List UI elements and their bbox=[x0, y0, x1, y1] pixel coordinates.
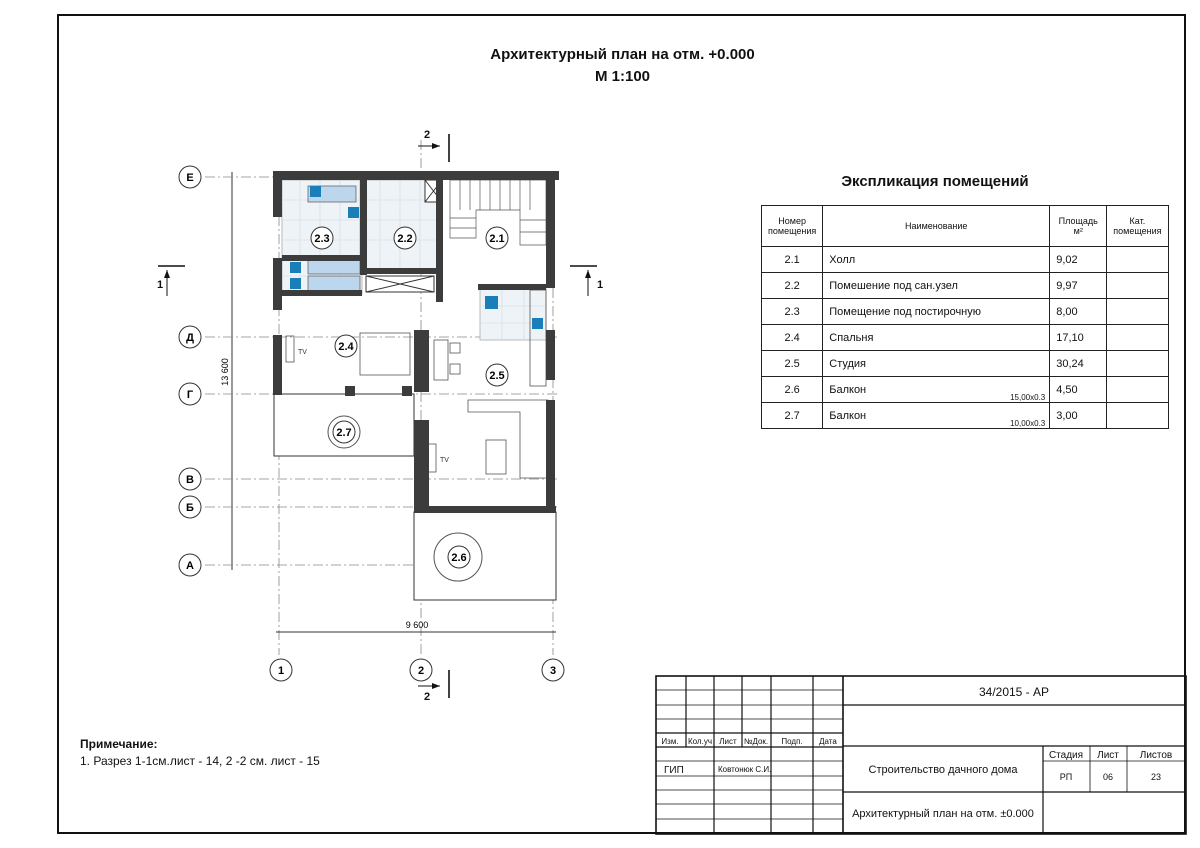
room-label-2-4: 2.4 bbox=[338, 341, 354, 353]
notes-line-1: 1. Разрез 1-1см.лист - 14, 2 -2 см. лист - 15 bbox=[80, 754, 320, 768]
row-note: 15,00х0.3 bbox=[1010, 393, 1046, 402]
row-name: Спальня bbox=[829, 331, 874, 344]
axis-label-g: Г bbox=[186, 389, 194, 401]
axis-label-a: А bbox=[186, 560, 194, 572]
axis-label-d: Д bbox=[186, 332, 194, 344]
row-area: 3,00 bbox=[1050, 403, 1107, 429]
row-name: Студия bbox=[829, 357, 867, 370]
stamp-stage-label: Стадия bbox=[1048, 750, 1084, 761]
room-label-2-7: 2.7 bbox=[336, 427, 352, 439]
tv-label-bedroom: TV bbox=[298, 349, 307, 356]
stamp-header-list: Лист bbox=[719, 737, 737, 746]
room-label-2-2: 2.2 bbox=[397, 233, 413, 245]
stamp-sheet-label: Лист bbox=[1097, 750, 1119, 761]
row-area: 30,24 bbox=[1050, 351, 1107, 377]
header-name: Наименование bbox=[823, 206, 1050, 247]
axis-label-1: 1 bbox=[277, 665, 285, 677]
row-note: 10,00х0.3 bbox=[1010, 419, 1046, 428]
stamp-project-name: Строительство дачного дома bbox=[868, 764, 1018, 776]
stamp-gip-label: ГИП bbox=[664, 765, 684, 776]
row-area: 9,02 bbox=[1050, 247, 1107, 273]
axis-label-3: 3 bbox=[549, 665, 557, 677]
stamp-stage-value: РП bbox=[1059, 772, 1073, 782]
room-label-2-3: 2.3 bbox=[314, 233, 330, 245]
axis-label-2: 2 bbox=[417, 665, 425, 677]
axis-label-e: Е bbox=[186, 172, 194, 184]
section-mark-bottom: 2 bbox=[424, 691, 431, 703]
row-area: 4,50 bbox=[1050, 377, 1107, 403]
stamp-header-doc: №Док. bbox=[743, 737, 769, 746]
stamp-doc-code: 34/2015 - АР bbox=[978, 685, 1050, 699]
stamp-header-izm: Изм. bbox=[661, 737, 679, 746]
section-mark-right: 1 bbox=[597, 279, 604, 291]
header-category: Кат. помещения bbox=[1107, 206, 1168, 247]
stamp-header-data: Дата bbox=[819, 737, 837, 746]
axis-label-v: В bbox=[186, 474, 194, 486]
row-number: 2.4 bbox=[762, 325, 823, 351]
stamp-sheet-value: 06 bbox=[1102, 772, 1114, 782]
stamp-header-kol: Кол.уч bbox=[688, 737, 712, 746]
section-mark-left: 1 bbox=[157, 279, 164, 291]
explication-title: Экспликация помещений bbox=[841, 173, 1029, 190]
header-area: Площадь м² bbox=[1050, 206, 1107, 247]
stamp-sheets-label: Листов bbox=[1139, 750, 1173, 761]
row-number: 2.2 bbox=[762, 273, 823, 299]
row-number: 2.5 bbox=[762, 351, 823, 377]
row-area: 17,10 bbox=[1050, 325, 1107, 351]
row-area: 9,97 bbox=[1050, 273, 1107, 299]
row-name: Балкон bbox=[829, 383, 867, 396]
dim-text-horizontal: 9 600 bbox=[405, 620, 429, 630]
row-area: 8,00 bbox=[1050, 299, 1107, 325]
room-label-2-6: 2.6 bbox=[451, 552, 467, 564]
plan-scale: М 1:100 bbox=[594, 68, 651, 85]
row-name: Помещение под постирочную bbox=[829, 305, 982, 318]
stamp-gip-name: Ковтонюк С.И. bbox=[718, 765, 772, 774]
row-number: 2.6 bbox=[762, 377, 823, 403]
tv-label-studio: TV bbox=[440, 457, 449, 464]
header-number: Номер помещения bbox=[762, 206, 823, 247]
stamp-header-podp: Подп. bbox=[781, 737, 803, 746]
plan-title: Архитектурный план на отм. +0.000 bbox=[490, 46, 755, 63]
room-label-2-1: 2.1 bbox=[489, 233, 505, 245]
row-number: 2.3 bbox=[762, 299, 823, 325]
stamp-sheet-title: Архитектурный план на отм. ±0.000 bbox=[852, 808, 1034, 820]
section-mark-top: 2 bbox=[424, 129, 431, 141]
dim-text-vertical: 13 600 bbox=[220, 358, 230, 386]
stamp-sheets-value: 23 bbox=[1150, 772, 1162, 782]
axis-label-b: Б bbox=[186, 502, 194, 514]
row-name: Помешение под сан.узел bbox=[829, 279, 958, 292]
notes-heading: Примечание: bbox=[80, 737, 158, 751]
row-number: 2.7 bbox=[762, 403, 823, 429]
room-label-2-5: 2.5 bbox=[489, 370, 505, 382]
row-name: Холл bbox=[829, 253, 856, 266]
row-name: Балкон bbox=[829, 409, 867, 422]
row-number: 2.1 bbox=[762, 247, 823, 273]
